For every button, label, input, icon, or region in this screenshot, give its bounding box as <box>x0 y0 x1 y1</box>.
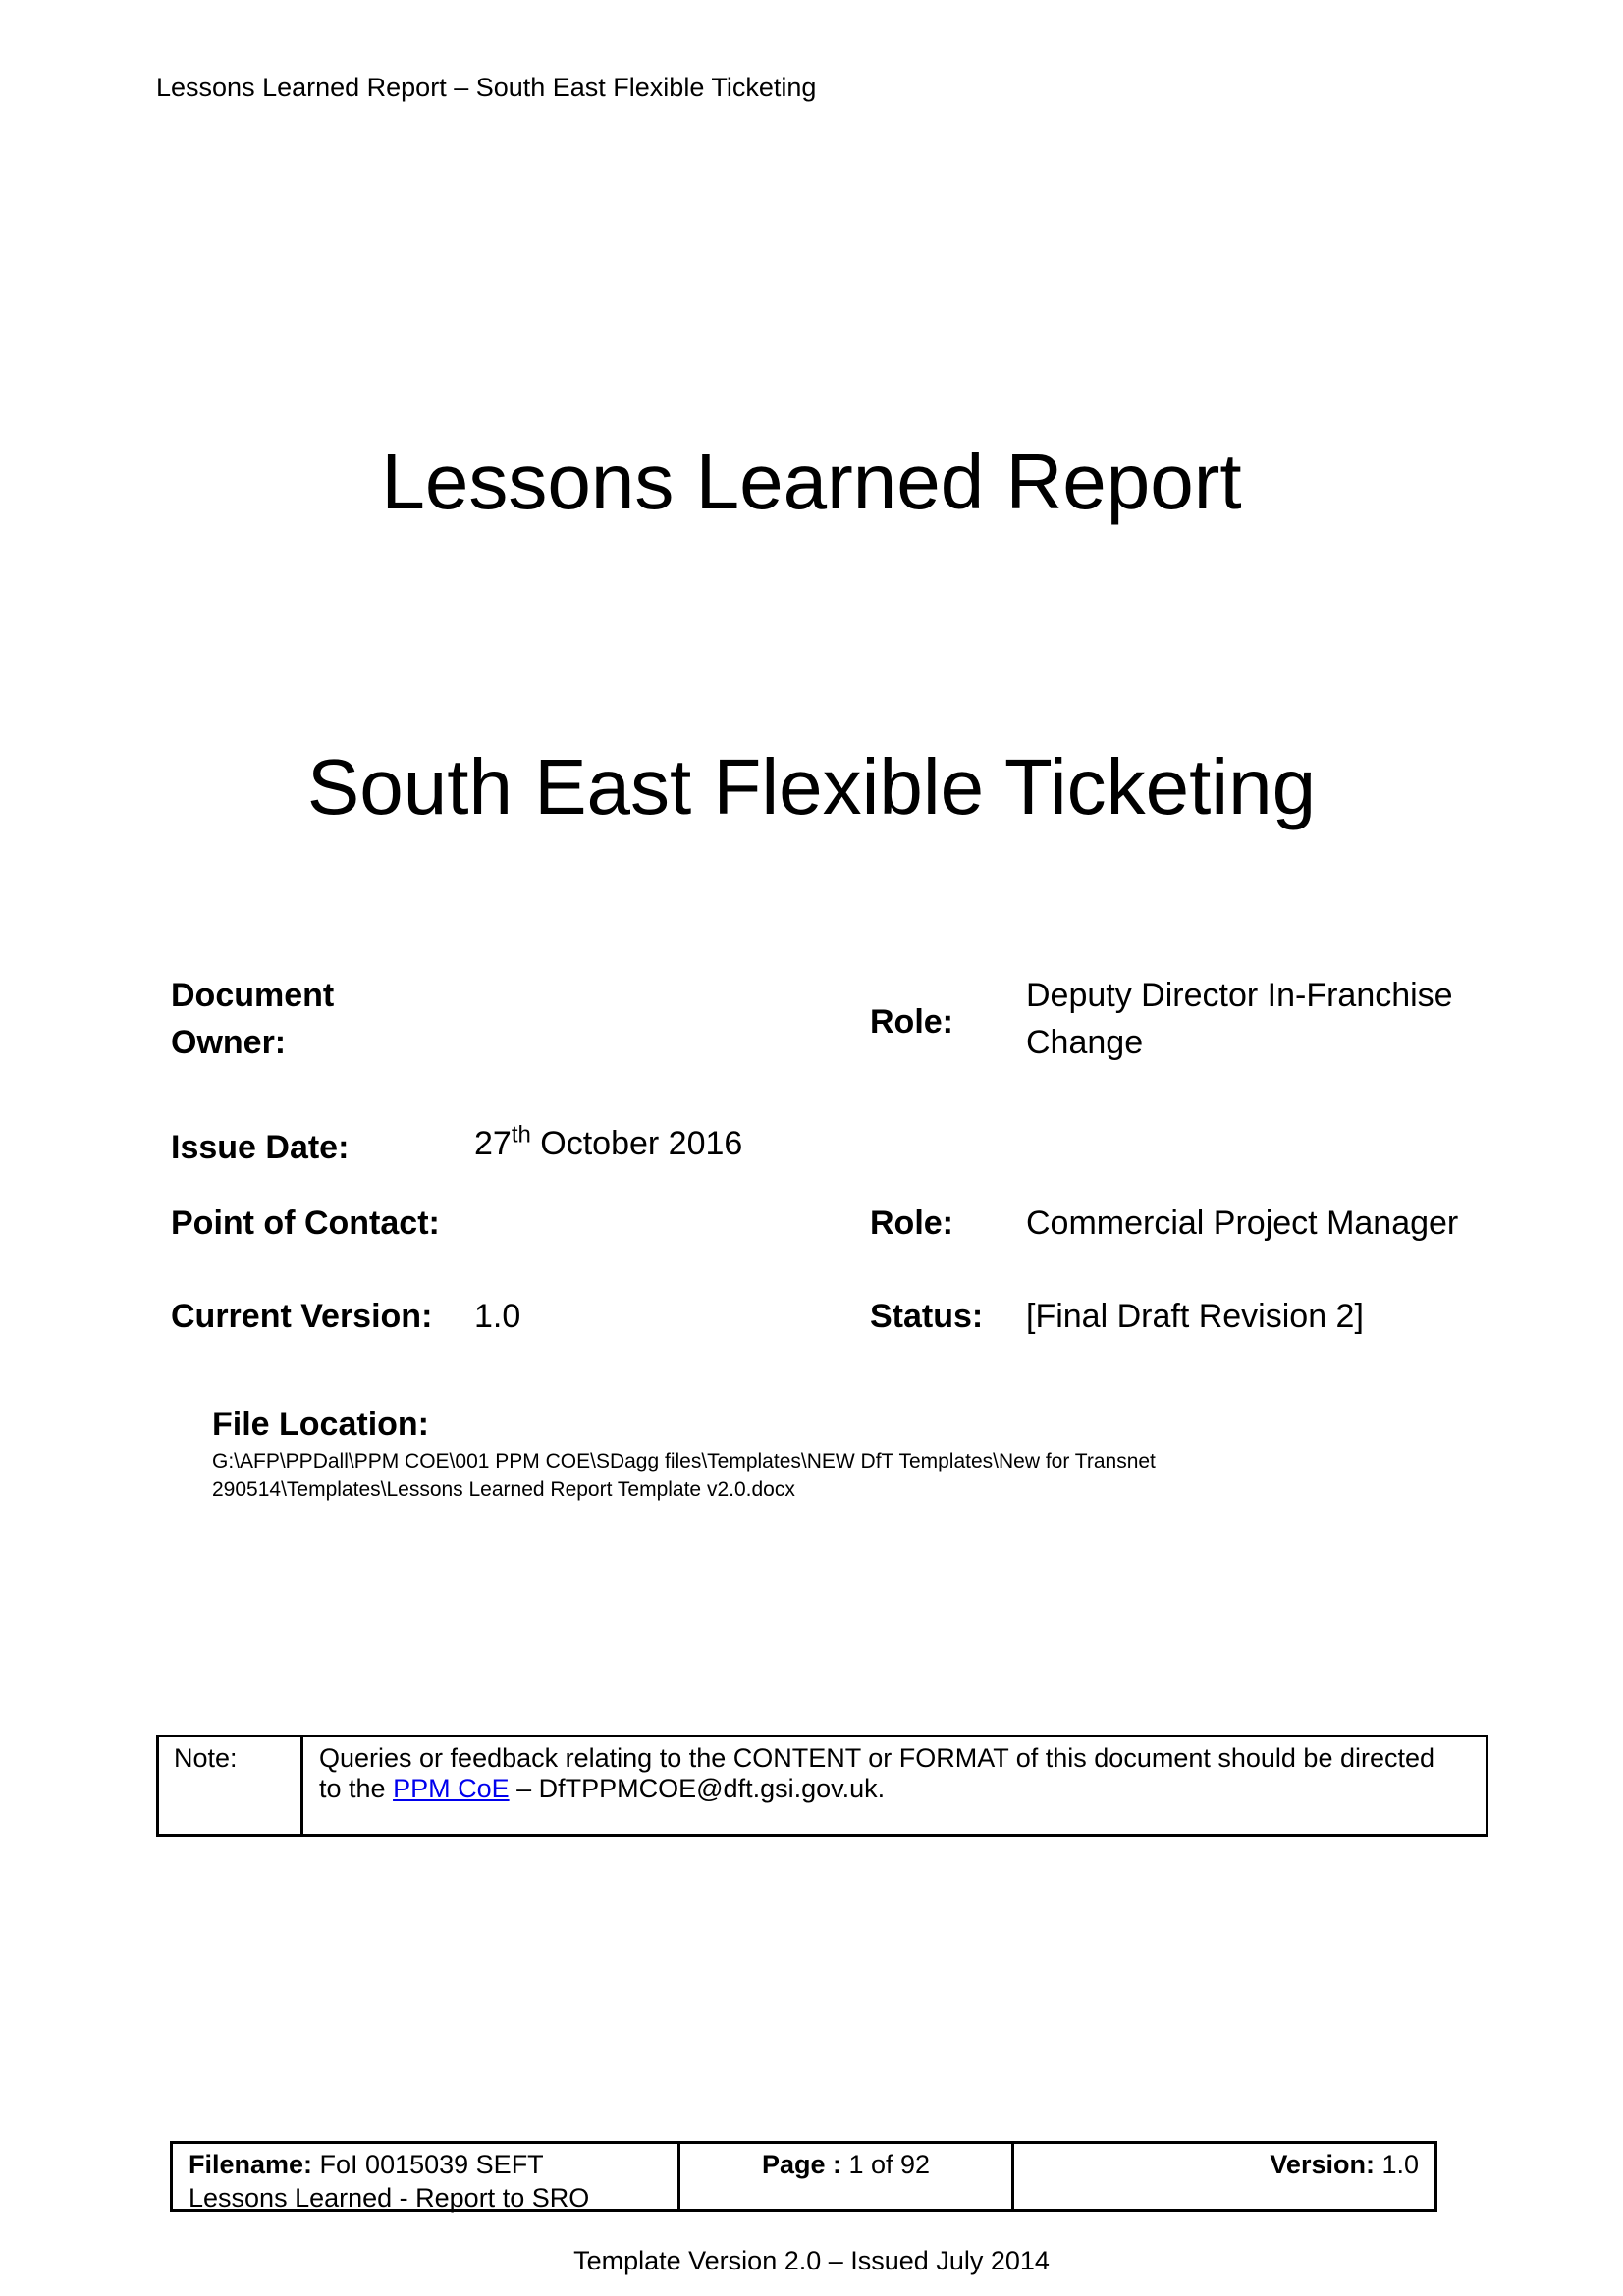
ppm-coe-link[interactable]: PPM CoE <box>393 1774 510 1803</box>
footer-page-cell: Page : 1 of 92 <box>680 2144 1014 2209</box>
footer-filename-cell: Filename: FoI 0015039 SEFT Lessons Learned - Report to SRO <box>173 2144 680 2209</box>
issue-date-value: 27th October 2016 <box>474 1121 743 1162</box>
footer-table <box>170 2141 1437 2212</box>
file-location-label: File Location: <box>212 1406 429 1443</box>
status-value: [Final Draft Revision 2] <box>1026 1298 1364 1335</box>
role-value: Deputy Director In-Franchise Change <box>1026 977 1453 1061</box>
note-box <box>156 1735 1488 1837</box>
role-label: Role: <box>870 1003 953 1041</box>
footer-version-cell: Version: 1.0 <box>1270 2150 1419 2179</box>
file-location-path: G:\AFP\PPDall\PPM COE\001 PPM COE\SDagg files\Templates\NEW DfT Templates\New for Transnet 290514\Templates\Lessons Learned Report Template v2.0.docx <box>212 1450 1156 1501</box>
role-label: Role: <box>870 1204 953 1242</box>
current-version-value: 1.0 <box>474 1298 521 1335</box>
point-of-contact-label: Point of Contact: <box>171 1204 440 1242</box>
role-value: Commercial Project Manager <box>1026 1204 1459 1242</box>
current-version-label: Current Version: <box>171 1298 433 1335</box>
status-label: Status: <box>870 1298 984 1335</box>
document-title: Lessons Learned Report <box>381 438 1242 525</box>
note-divider <box>300 1737 303 1834</box>
note-label: Note: <box>174 1743 238 1773</box>
document-owner-label: Document Owner: <box>171 977 335 1061</box>
note-text: Queries or feedback relating to the CONTENT or FORMAT of this document should be directed to the PPM CoE – DfTPPMCOE@dft.gsi.gov.uk. <box>319 1743 1435 1803</box>
issue-date-label: Issue Date: <box>171 1129 350 1166</box>
template-version: Template Version 2.0 – Issued July 2014 <box>573 2246 1050 2275</box>
running-header: Lessons Learned Report – South East Flexible Ticketing <box>156 73 817 102</box>
document-subtitle: South East Flexible Ticketing <box>306 743 1317 830</box>
